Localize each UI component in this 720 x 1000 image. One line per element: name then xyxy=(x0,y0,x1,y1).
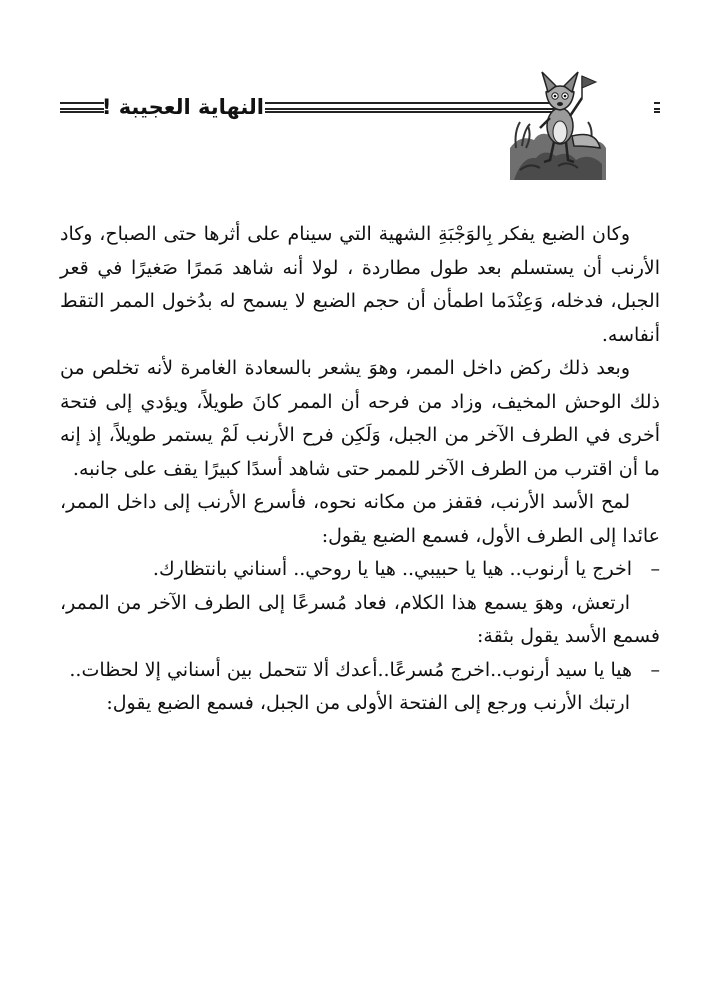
paragraph-1: وكان الضبع يفكر بِالوَجْبَةِ الشهية التي سينام على أثرها حتى الصباح، وكاد الأرنب أن يستسلم بعد طول مطاردة ، لولا أنه شاهد مَمرًا صَغيرًا في قعر الجبل، فدخله، وَعِنْدَما اطمأن أن حجم الضبع لا يسمح له بدُخول الممر التقط أنفاسه. xyxy=(60,223,660,346)
fox-on-rock-illustration xyxy=(510,52,606,180)
paragraph-3: لمح الأسد الأرنب، فقفز من مكانه نحوه، فأسرع الأرنب إلى داخل الممر، عائدا إلى الطرف الأول، فسمع الضبع يقول: xyxy=(60,491,660,547)
paragraph-2: وبعد ذلك ركض داخل الممر، وهوَ يشعر بالسعادة الغامرة لأنه تخلص من ذلك الوحش المخيف، وزاد من فرحه أن الممر كانَ طويلاً، ويؤدي إلى فتحة أخرى في الطرف الآخر من الجبل، وَلَكِن فرح الأرنب لَمْ يستمر طويلاً، إذ إنه ما أن اقترب من الطرف الآخر للممر حتى شاهد أسدًا كبيرًا يقف على جانبه. xyxy=(60,357,660,480)
decorative-rule-left xyxy=(60,102,104,113)
story-text xyxy=(60,218,660,721)
dialog-text: اخرج يا أرنوب.. هيا يا حبيبي.. هيا يا روحي.. أسناني بانتظارك. xyxy=(152,558,632,580)
dialog-text: هيا يا سيد أرنوب..اخرج مُسرعًا..أعدك ألا تتحمل بين أسناني إلا لحظات.. xyxy=(69,658,632,681)
dialog-line-2 xyxy=(60,654,660,688)
chapter-title: النهاية العجيبة ! xyxy=(101,95,264,119)
dialog-dash: – xyxy=(650,558,660,580)
decorative-rule-right xyxy=(654,102,660,113)
dialog-line-1 xyxy=(60,553,660,587)
dialog-dash: – xyxy=(650,658,660,681)
paragraph-5: ارتبك الأرنب ورجع إلى الفتحة الأولى من الجبل، فسمع الضبع يقول: xyxy=(106,692,630,714)
paragraph-4: ارتعش، وهوَ يسمع هذا الكلام، فعاد مُسرعًا إلى الطرف الآخر من الممر، فسمع الأسد يقول بثقة: xyxy=(60,591,660,647)
